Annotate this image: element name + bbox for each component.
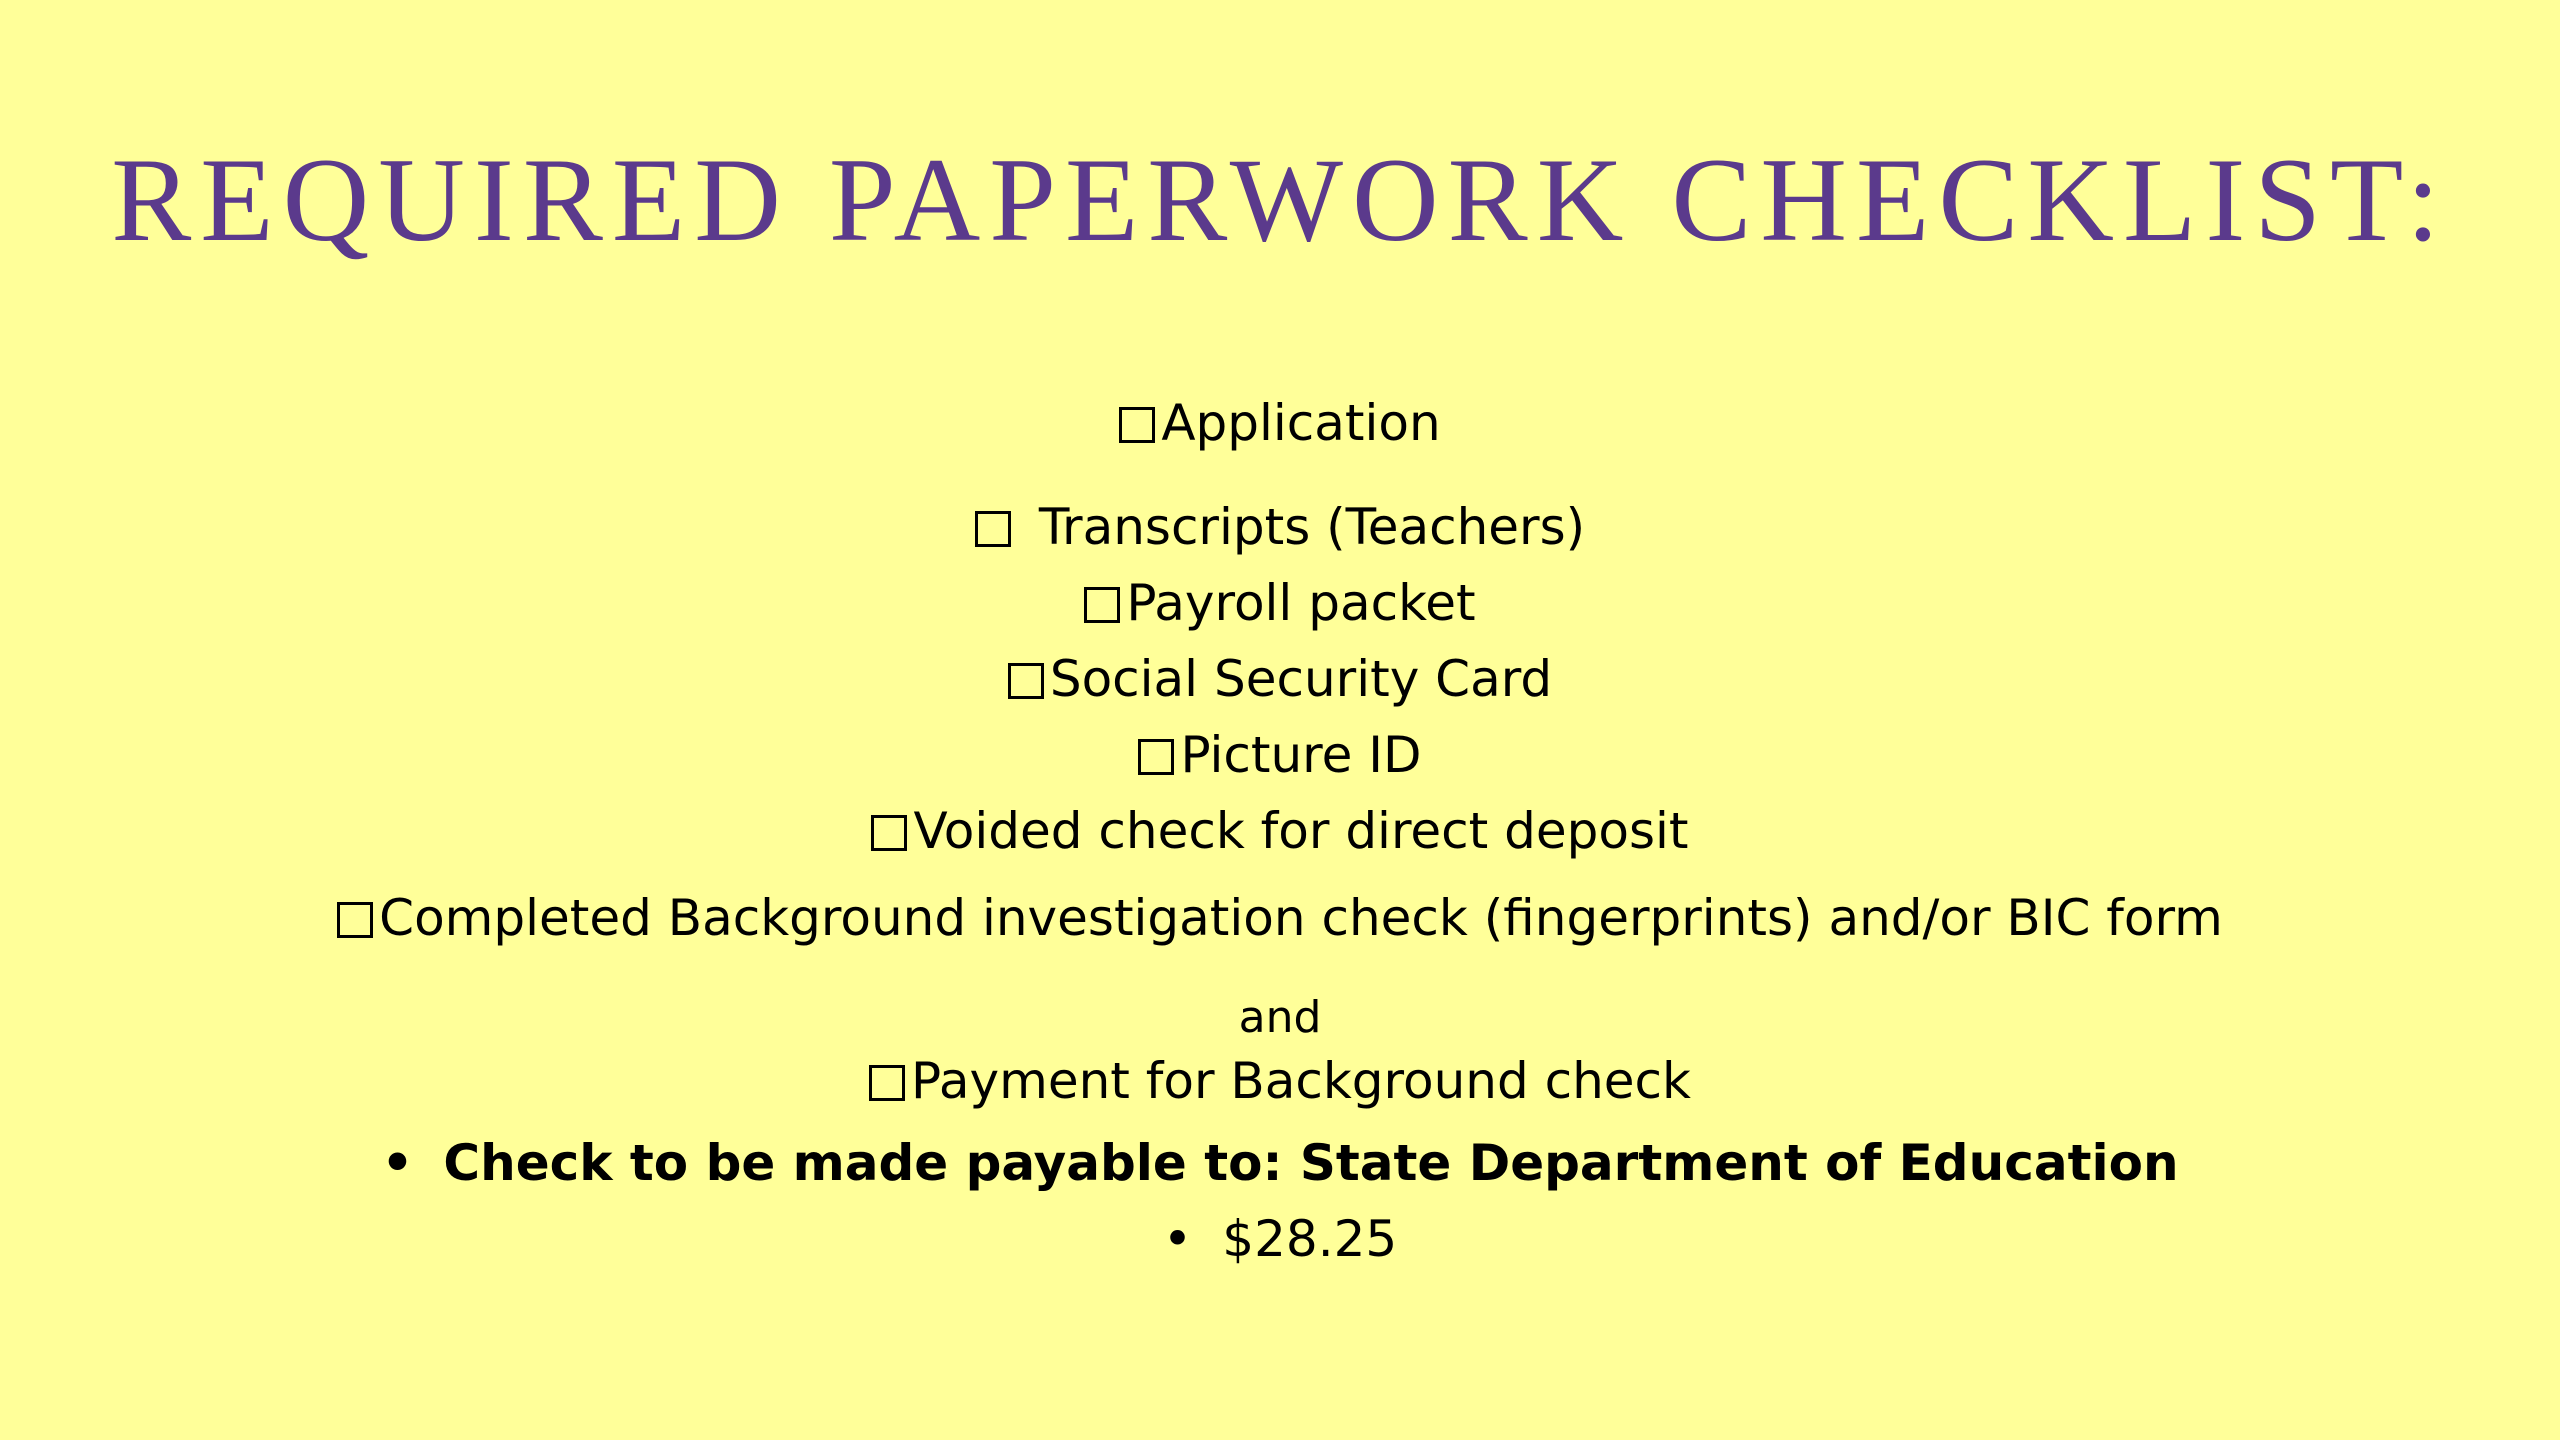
checkbox-icon[interactable]	[1084, 587, 1120, 623]
bullet-text: $28.25	[1222, 1210, 1398, 1268]
checklist-item-payment	[0, 1052, 2560, 1110]
checkbox-icon[interactable]	[975, 511, 1011, 547]
checklist-item-application	[0, 394, 2560, 452]
checkbox-icon[interactable]	[869, 1065, 905, 1101]
page-title: REQUIRED PAPERWORK CHECKLIST:	[111, 133, 2449, 266]
checklist-item-transcripts	[0, 498, 2560, 556]
checklist-item-label: Social Security Card	[1049, 650, 1553, 708]
checklist-item-payroll-packet	[0, 574, 2560, 632]
checkbox-icon[interactable]	[1119, 407, 1155, 443]
checklist-item-voided-check	[0, 802, 2560, 860]
checklist-item-social-security-card	[0, 650, 2560, 708]
bullet-icon: •	[1162, 1210, 1193, 1268]
checkbox-icon[interactable]	[1008, 663, 1044, 699]
checkbox-icon[interactable]	[337, 902, 373, 938]
checklist-item-background-check	[0, 889, 2560, 947]
checklist-item-label: Payroll packet	[1126, 574, 1476, 632]
connector-text: and	[1238, 992, 1322, 1043]
checklist-item-label: Transcripts (Teachers)	[1038, 498, 1586, 556]
checklist-item-label: Completed Background investigation check (fingerprints) and/or BIC form	[379, 889, 2223, 947]
bullet-icon: •	[381, 1134, 414, 1192]
bullet-text: Check to be made payable to: State Department of Education	[443, 1134, 2179, 1192]
bullet-payable-to	[0, 1134, 2560, 1192]
checklist-item-label: Voided check for direct deposit	[913, 802, 1689, 860]
checkbox-icon[interactable]	[1138, 739, 1174, 775]
bullet-fee-amount	[0, 1210, 2560, 1268]
checklist-item-picture-id	[0, 726, 2560, 784]
checklist-item-label: Application	[1161, 394, 1441, 452]
checkbox-icon[interactable]	[871, 815, 907, 851]
checklist-item-label: Picture ID	[1180, 726, 1422, 784]
checklist-item-label: Payment for Background check	[910, 1052, 1691, 1110]
